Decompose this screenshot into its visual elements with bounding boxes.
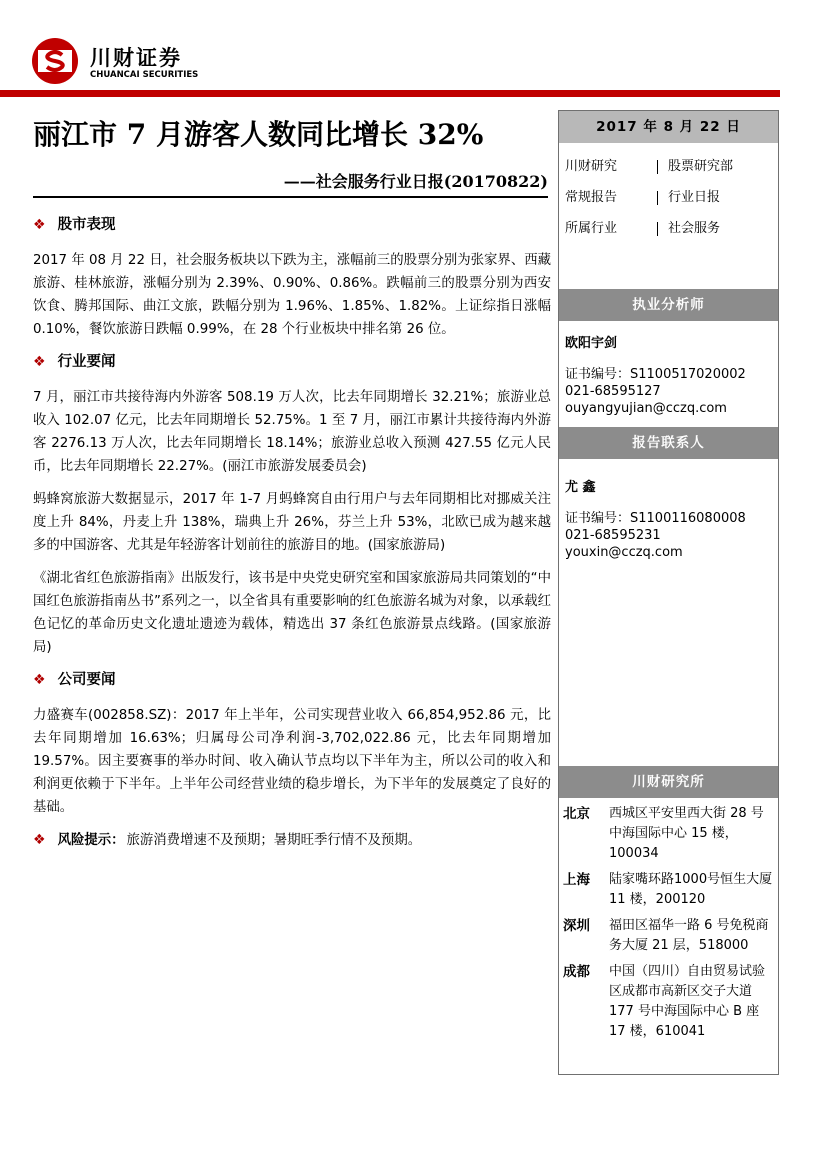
analyst-info xyxy=(559,321,778,427)
diamond-bullet-icon: ❖ xyxy=(33,832,46,848)
office-address: 上海 陆家嘴环路1000号恒生大厦 11 楼，200120 xyxy=(563,872,773,907)
contact-heading: 报告联系人 xyxy=(559,427,778,459)
meta-row: 所属行业 社会服务 xyxy=(565,221,721,236)
contact-phone: 021-68595231 xyxy=(565,528,661,543)
industry-paragraph: 7 月，丽江市共接待海内外游客 508.19 万人次，比去年同期增长 32.21%；旅游业总收入 102.07 亿元，比去年同期增长 52.75%。1 至 7 月，丽江市累计共接待海内外游客 2276.13 万人次，比去年同期增长 18.14%；旅游业总收入预测 427.55 亿元人民币，比去年同期增长 22.27%。(丽江市旅游发展委员会) xyxy=(33,390,551,474)
report-date: 2017 年 8 月 22 日 xyxy=(559,111,778,143)
title-divider xyxy=(33,196,548,198)
analyst-email[interactable]: ouyangyujian@cczq.com xyxy=(565,401,727,416)
report-subtitle: ——社会服务行业日报(20170822) xyxy=(283,172,548,191)
company-logo xyxy=(30,36,80,86)
diamond-bullet-icon: ❖ xyxy=(33,672,46,688)
contact-info xyxy=(559,459,778,571)
industry-paragraph: 蚂蜂窝旅游大数据显示，2017 年 1-7 月蚂蜂窝自由行用户与去年同期相比对挪威关注度上升 84%，丹麦上升 138%，瑞典上升 26%，芬兰上升 53%，北欧已成为越来越多的中国游客、尤其是年轻游客计划前往的旅游目的地。(国家旅游局) xyxy=(33,492,551,553)
contact-email[interactable]: youxin@cczq.com xyxy=(565,545,683,560)
diamond-bullet-icon: ❖ xyxy=(33,354,46,370)
main-content xyxy=(33,210,551,852)
institute-heading: 川财研究所 xyxy=(559,766,778,798)
brand-name-cn: 川财证券 xyxy=(90,46,182,70)
diamond-bullet-icon: ❖ xyxy=(33,217,46,233)
analyst-phone: 021-68595127 xyxy=(565,384,661,399)
section-heading-company: ❖ 公司要闻 xyxy=(33,669,551,692)
section-heading-industry: ❖ 行业要闻 xyxy=(33,351,551,374)
header-rule xyxy=(0,90,780,97)
contact-cert: 证书编号：S1100116080008 xyxy=(565,511,746,526)
report-title: 丽江市 7 月游客人数同比增长 32% xyxy=(33,118,484,151)
contact-name: 尤 鑫 xyxy=(565,480,596,495)
section-heading-market: ❖ 股市表现 xyxy=(33,214,551,237)
market-paragraph: 2017 年 08 月 22 日，社会服务板块以下跌为主，涨幅前三的股票分别为张家界、西藏旅游、桂林旅游，涨幅分别为 2.39%、0.90%、0.86%。跌幅前三的股票分别为西安饮食、腾邦国际、曲江文旅，跌幅分别为 1.96%、1.85%、1.82%。上证综指日涨幅 0.10%，餐饮旅游日跌幅 0.99%，在 28 个行业板块中排名第 26 位。 xyxy=(33,253,551,337)
analyst-heading: 执业分析师 xyxy=(559,289,778,321)
meta-row: 川财研究 股票研究部 xyxy=(565,159,734,174)
risk-warning: ❖ 风险提示： 旅游消费增速不及预期；暑期旺季行情不及预期。 xyxy=(33,829,551,852)
meta-row: 常规报告 行业日报 xyxy=(565,190,721,205)
analyst-name: 欧阳宇剑 xyxy=(565,336,618,351)
industry-paragraph: 《湖北省红色旅游指南》出版发行，该书是中央党史研究室和国家旅游局共同策划的“中国红色旅游指南丛书”系列之一，以全省具有重要影响的红色旅游名城为对象，以承载红色记忆的革命历史文化遗址遗迹为载体，精选出 37 条红色旅游景点线路。(国家旅游局) xyxy=(33,571,551,655)
office-address: 北京 西城区平安里西大街 28 号中海国际中心 15 楼，100034 xyxy=(563,806,764,861)
analyst-cert: 证书编号：S1100517020002 xyxy=(565,367,746,382)
office-address: 成都 中国（四川）自由贸易试验区成都市高新区交子大道 177 号中海国际中心 B 座 17 楼，610041 xyxy=(563,964,766,1039)
brand-name-en: CHUANCAI SECURITIES xyxy=(90,70,199,80)
office-address: 深圳 福田区福华一路 6 号免税商务大厦 21 层，518000 xyxy=(563,918,769,953)
company-paragraph: 力盛赛车(002858.SZ)：2017 年上半年，公司实现营业收入 66,854,952.86 元，比去年同期增加 16.63%；归属母公司净利润-3,702,022.86 元，比去年同期增加 19.57%。因主要赛事的举办时间、收入确认节点均以下半年为主，所以公司的收入和利润更依赖于下半年。上半年公司经营业绩的稳步增长，为下半年的发展奠定了良好的基础。 xyxy=(33,708,551,815)
sidebar xyxy=(558,110,779,1075)
